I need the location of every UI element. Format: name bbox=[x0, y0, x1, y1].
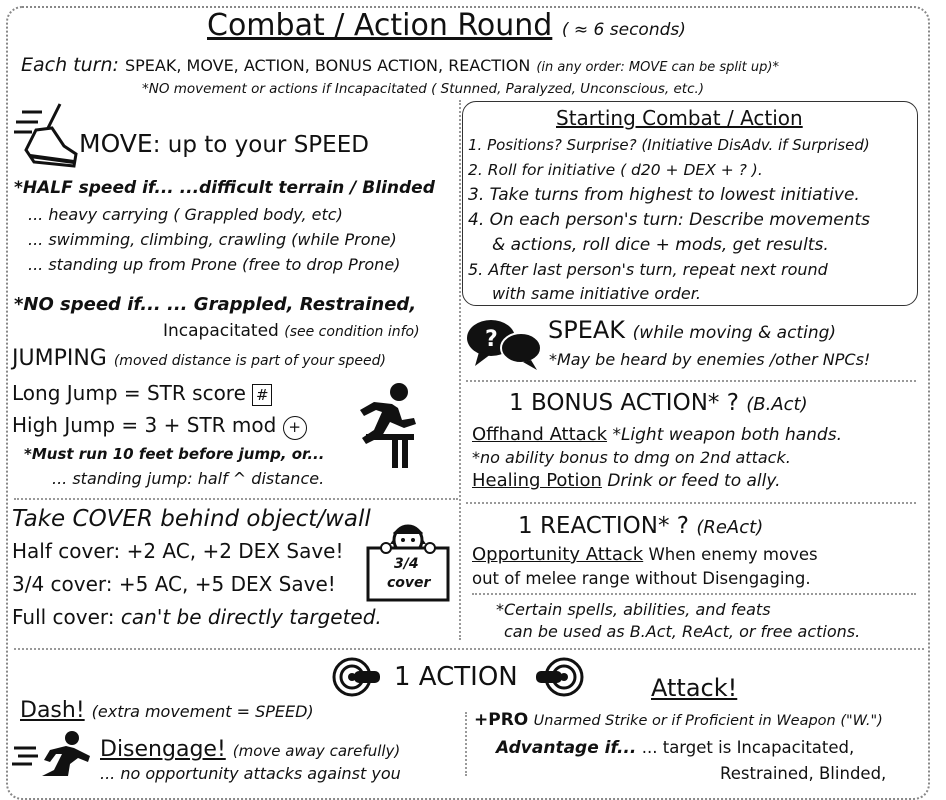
running-person-icon bbox=[12, 730, 92, 776]
offhand-note: *no ability bonus to dmg on 2nd attack. bbox=[472, 448, 791, 467]
pro-line: +PRO Unarmed Strike or if Proficient in Weapon ("W.") bbox=[474, 710, 883, 730]
svg-text:?: ? bbox=[485, 327, 498, 352]
opportunity-line-2: out of melee range without Disengaging. bbox=[472, 569, 811, 588]
divider bbox=[14, 498, 458, 500]
column-divider bbox=[465, 712, 467, 776]
disengage-line: Disengage! (move away carefully) bbox=[100, 737, 401, 762]
column-divider bbox=[459, 100, 461, 640]
advantage-line-2: Restrained, Blinded, bbox=[720, 764, 887, 783]
bonus-heading: 1 BONUS ACTION* ? (B.Act) bbox=[509, 390, 808, 416]
page-title: Combat / Action Round ( ≈ 6 seconds) bbox=[207, 8, 686, 43]
half-cover-line: Half cover: +2 AC, +2 DEX Save! bbox=[12, 539, 344, 563]
half-speed-item: ... swimming, climbing, crawling (while Prone) bbox=[28, 230, 397, 249]
score-box: # bbox=[252, 384, 272, 406]
starting-step: 2. Roll for initiative ( d20 + DEX + ? ). bbox=[468, 161, 763, 179]
no-movement-note: *NO movement or actions if Incapacitated ( Stunned, Paralyzed, Unconscious, etc.) bbox=[142, 81, 705, 97]
move-heading: MOVE: up to your SPEED bbox=[79, 129, 369, 158]
half-speed-line: *HALF speed if... ...difficult terrain / Blinded bbox=[14, 178, 435, 198]
speak-note: *May be heard by enemies /other NPCs! bbox=[549, 350, 871, 369]
no-speed-line: *NO speed if... ... Grappled, Restrained, bbox=[14, 294, 417, 315]
target-left-icon bbox=[332, 656, 386, 698]
cover-sign-line2: cover bbox=[387, 575, 431, 591]
starting-step: 5. After last person's turn, repeat next round bbox=[468, 260, 828, 279]
each-turn-note: (in any order: MOVE can be split up)* bbox=[536, 60, 779, 75]
reaction-note-2: can be used as B.Act, ReAct, or free actions. bbox=[504, 622, 861, 641]
half-speed-item: ... heavy carrying ( Grappled body, etc) bbox=[28, 205, 343, 224]
no-speed-line-2: Incapacitated (see condition info) bbox=[163, 321, 420, 341]
each-turn-label: Each turn: bbox=[21, 54, 119, 76]
cover-sign-line1: 3/4 bbox=[394, 556, 419, 572]
each-turn-items: SPEAK, MOVE, ACTION, BONUS ACTION, REACTION bbox=[124, 56, 531, 75]
cover-heading: Take COVER behind object/wall bbox=[12, 506, 371, 532]
starting-step: 1. Positions? Surprise? (Initiative DisAdv. if Surprised) bbox=[468, 136, 870, 154]
dash-line: Dash! (extra movement = SPEED) bbox=[20, 698, 314, 723]
sneaker-icon bbox=[12, 100, 80, 172]
offhand-line: Offhand Attack *Light weapon both hands. bbox=[472, 424, 842, 445]
reaction-note-1: *Certain spells, abilities, and feats bbox=[496, 600, 771, 619]
target-right-icon bbox=[530, 656, 584, 698]
starting-step: 4. On each person's turn: Describe movements bbox=[468, 210, 871, 230]
starting-step: & actions, roll dice + mods, get results. bbox=[492, 235, 829, 255]
starting-step: 3. Take turns from highest to lowest initiative. bbox=[468, 185, 860, 205]
three-quarter-cover-line: 3/4 cover: +5 AC, +5 DEX Save! bbox=[12, 572, 336, 596]
action-heading: 1 ACTION bbox=[394, 662, 518, 692]
attack-heading: Attack! bbox=[651, 674, 738, 702]
reaction-heading: 1 REACTION* ? (ReAct) bbox=[518, 513, 764, 539]
speak-heading: SPEAK (while moving & acting) bbox=[548, 316, 837, 344]
high-jump-line: High Jump = 3 + STR mod + bbox=[12, 413, 307, 440]
disengage-note: ... no opportunity attacks against you bbox=[100, 764, 401, 783]
jumping-person-icon bbox=[352, 382, 424, 470]
modifier-circle: + bbox=[283, 416, 307, 440]
jump-note-2: ... standing jump: half ^ distance. bbox=[52, 469, 325, 488]
potion-line: Healing Potion Drink or feed to ally. bbox=[472, 470, 781, 491]
long-jump-line: Long Jump = STR score # bbox=[12, 381, 272, 406]
opportunity-line: Opportunity Attack When enemy moves bbox=[472, 544, 818, 565]
divider bbox=[466, 380, 916, 382]
divider bbox=[466, 502, 916, 504]
jumping-heading: JUMPING (moved distance is part of your speed) bbox=[12, 346, 386, 371]
half-speed-item: ... standing up from Prone (free to drop Prone) bbox=[28, 255, 401, 274]
jump-note-1: *Must run 10 feet before jump, or... bbox=[24, 445, 325, 463]
starting-step: with same initiative order. bbox=[492, 284, 701, 303]
divider bbox=[472, 593, 916, 595]
full-cover-line: Full cover: can't be directly targeted. bbox=[12, 605, 382, 629]
each-turn-line bbox=[21, 54, 779, 76]
divider bbox=[14, 648, 924, 650]
title-note: ( ≈ 6 seconds) bbox=[561, 20, 686, 40]
advantage-line: Advantage if... ... target is Incapacitated, bbox=[496, 738, 855, 758]
starting-heading: Starting Combat / Action bbox=[556, 106, 803, 130]
speech-bubbles-icon bbox=[465, 318, 543, 370]
